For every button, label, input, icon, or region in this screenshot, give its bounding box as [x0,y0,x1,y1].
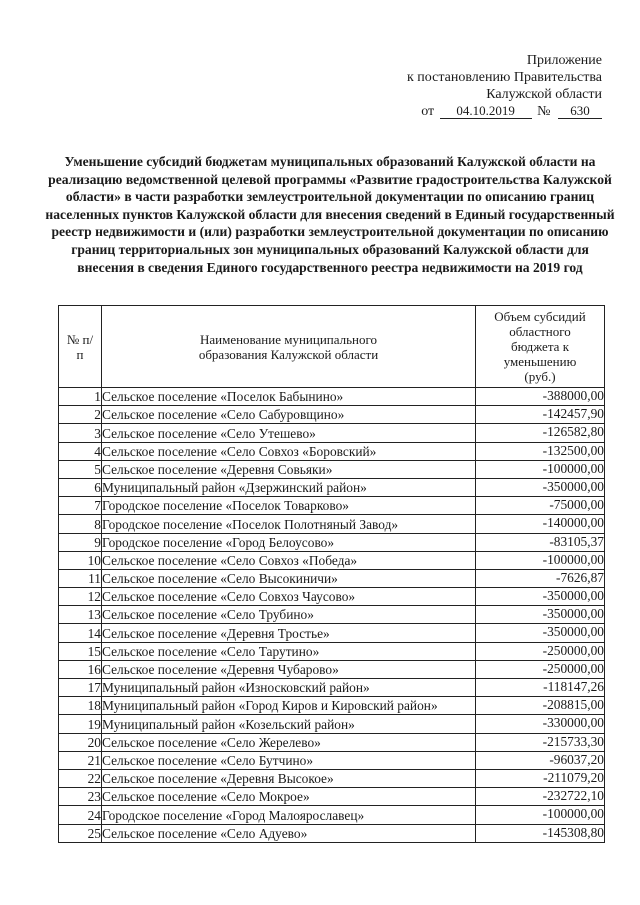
row-number: 7 [59,497,102,515]
municipality-name: Сельское поселение «Село Высокиничи» [102,569,476,587]
subsidy-amount: -100000,00 [476,460,605,478]
subsidy-amount: -96037,20 [476,751,605,769]
table-row [59,660,605,678]
document-title: Уменьшение субсидий бюджетам муниципальных образований Калужской области на реализацию ведомственной целевой программы «Развитие градостроительства Калужской области» в части разработки землеустроительной документации по описанию границ населенных пунктов Калужской области для внесения сведений в Единый государственный реестр недвижимости и (или) разработки землеустроительной документации по описанию границ территориальных зон муниципальных образований Калужской области для внесения в сведения Единого государственного реестра недвижимости на 2019 год [45,154,615,275]
date-prefix: от [421,104,435,119]
subsidy-amount: -208815,00 [476,697,605,715]
table-row [59,697,605,715]
municipality-name: Сельское поселение «Село Трубино» [102,606,476,624]
subsidy-amount: -132500,00 [476,442,605,460]
table-row [59,442,605,460]
row-number: 11 [59,569,102,587]
table-row [59,406,605,424]
subsidy-amount: -350000,00 [476,624,605,642]
municipality-name: Сельское поселение «Село Совхоз Чаусово» [102,588,476,606]
row-number: 21 [59,751,102,769]
row-number: 5 [59,460,102,478]
subsidy-amount: -145308,80 [476,824,605,842]
municipality-name: Муниципальный район «Козельский район» [102,715,476,733]
municipality-name: Сельское поселение «Деревня Совьяки» [102,460,476,478]
table-row [59,460,605,478]
subsidy-amount: -215733,30 [476,733,605,751]
subsidy-amount: -142457,90 [476,406,605,424]
table-row [59,642,605,660]
appendix-resolution: к постановлению Правительства [406,70,602,85]
table-row [59,733,605,751]
header-value: Объем субсидий областного бюджета к уменьшению (руб.) [476,306,605,388]
row-number: 15 [59,642,102,660]
municipality-name: Сельское поселение «Село Совхоз «Победа» [102,551,476,569]
row-number: 1 [59,388,102,406]
municipality-name: Сельское поселение «Деревня Высокое» [102,769,476,787]
table-row [59,588,605,606]
subsidy-amount: -350000,00 [476,588,605,606]
table-row [59,388,605,406]
table-row [59,769,605,787]
header-name: Наименование муниципального образования Калужской области [102,306,476,388]
subsidy-amount: -7626,87 [476,569,605,587]
municipality-name: Сельское поселение «Село Тарутино» [102,642,476,660]
subsidy-amount: -350000,00 [476,478,605,496]
appendix-block [407,52,602,120]
municipality-name: Сельское поселение «Село Мокрое» [102,788,476,806]
row-number: 4 [59,442,102,460]
municipality-name: Муниципальный район «Дзержинский район» [102,478,476,496]
table-row [59,569,605,587]
table-row [59,533,605,551]
number-label: № [537,104,551,119]
row-number: 6 [59,478,102,496]
header-num: № п/п [59,306,102,388]
table-row [59,824,605,842]
row-number: 13 [59,606,102,624]
subsidy-table [58,305,605,843]
subsidy-amount: -126582,80 [476,424,605,442]
appendix-region: Калужской области [486,87,602,102]
row-number: 14 [59,624,102,642]
row-number: 2 [59,406,102,424]
municipality-name: Городское поселение «Поселок Полотняный Завод» [102,515,476,533]
municipality-name: Городское поселение «Поселок Товарково» [102,497,476,515]
row-number: 25 [59,824,102,842]
subsidy-amount: -100000,00 [476,806,605,824]
subsidy-amount: -75000,00 [476,497,605,515]
municipality-name: Муниципальный район «Город Киров и Кировский район» [102,697,476,715]
table-row [59,497,605,515]
table-row [59,478,605,496]
subsidy-amount: -330000,00 [476,715,605,733]
municipality-name: Городское поселение «Город Белоусово» [102,533,476,551]
row-number: 17 [59,679,102,697]
table-body [59,388,605,843]
table-row [59,424,605,442]
row-number: 3 [59,424,102,442]
subsidy-amount: -118147,26 [476,679,605,697]
table-row [59,679,605,697]
appendix-label: Приложение [526,53,602,68]
municipality-name: Сельское поселение «Село Утешево» [102,424,476,442]
table-row [59,551,605,569]
row-number: 23 [59,788,102,806]
municipality-name: Муниципальный район «Износковский район» [102,679,476,697]
table-row [59,751,605,769]
resolution-date: 04.10.2019 [440,104,532,119]
subsidy-amount: -350000,00 [476,606,605,624]
table-row [59,788,605,806]
table-row [59,715,605,733]
municipality-name: Сельское поселение «Село Бутчино» [102,751,476,769]
subsidy-amount: -83105,37 [476,533,605,551]
municipality-name: Сельское поселение «Село Сабуровщино» [102,406,476,424]
municipality-name: Сельское поселение «Деревня Чубарово» [102,660,476,678]
row-number: 8 [59,515,102,533]
row-number: 20 [59,733,102,751]
row-number: 24 [59,806,102,824]
municipality-name: Сельское поселение «Поселок Бабынино» [102,388,476,406]
municipality-name: Городское поселение «Город Малоярославец» [102,806,476,824]
table-row [59,606,605,624]
subsidy-amount: -388000,00 [476,388,605,406]
municipality-name: Сельское поселение «Деревня Тростье» [102,624,476,642]
table-row [59,806,605,824]
subsidy-amount: -250000,00 [476,660,605,678]
municipality-name: Сельское поселение «Село Совхоз «Боровский» [102,442,476,460]
appendix-date-line [407,103,602,120]
row-number: 10 [59,551,102,569]
subsidy-amount: -232722,10 [476,788,605,806]
row-number: 12 [59,588,102,606]
municipality-name: Сельское поселение «Село Адуево» [102,824,476,842]
municipality-name: Сельское поселение «Село Жерелево» [102,733,476,751]
subsidy-amount: -100000,00 [476,551,605,569]
subsidy-amount: -140000,00 [476,515,605,533]
subsidy-amount: -211079,20 [476,769,605,787]
table-row [59,515,605,533]
row-number: 19 [59,715,102,733]
table-row [59,624,605,642]
row-number: 18 [59,697,102,715]
row-number: 9 [59,533,102,551]
resolution-number: 630 [558,104,602,119]
table-header-row [59,306,605,388]
row-number: 22 [59,769,102,787]
row-number: 16 [59,660,102,678]
subsidy-amount: -250000,00 [476,642,605,660]
